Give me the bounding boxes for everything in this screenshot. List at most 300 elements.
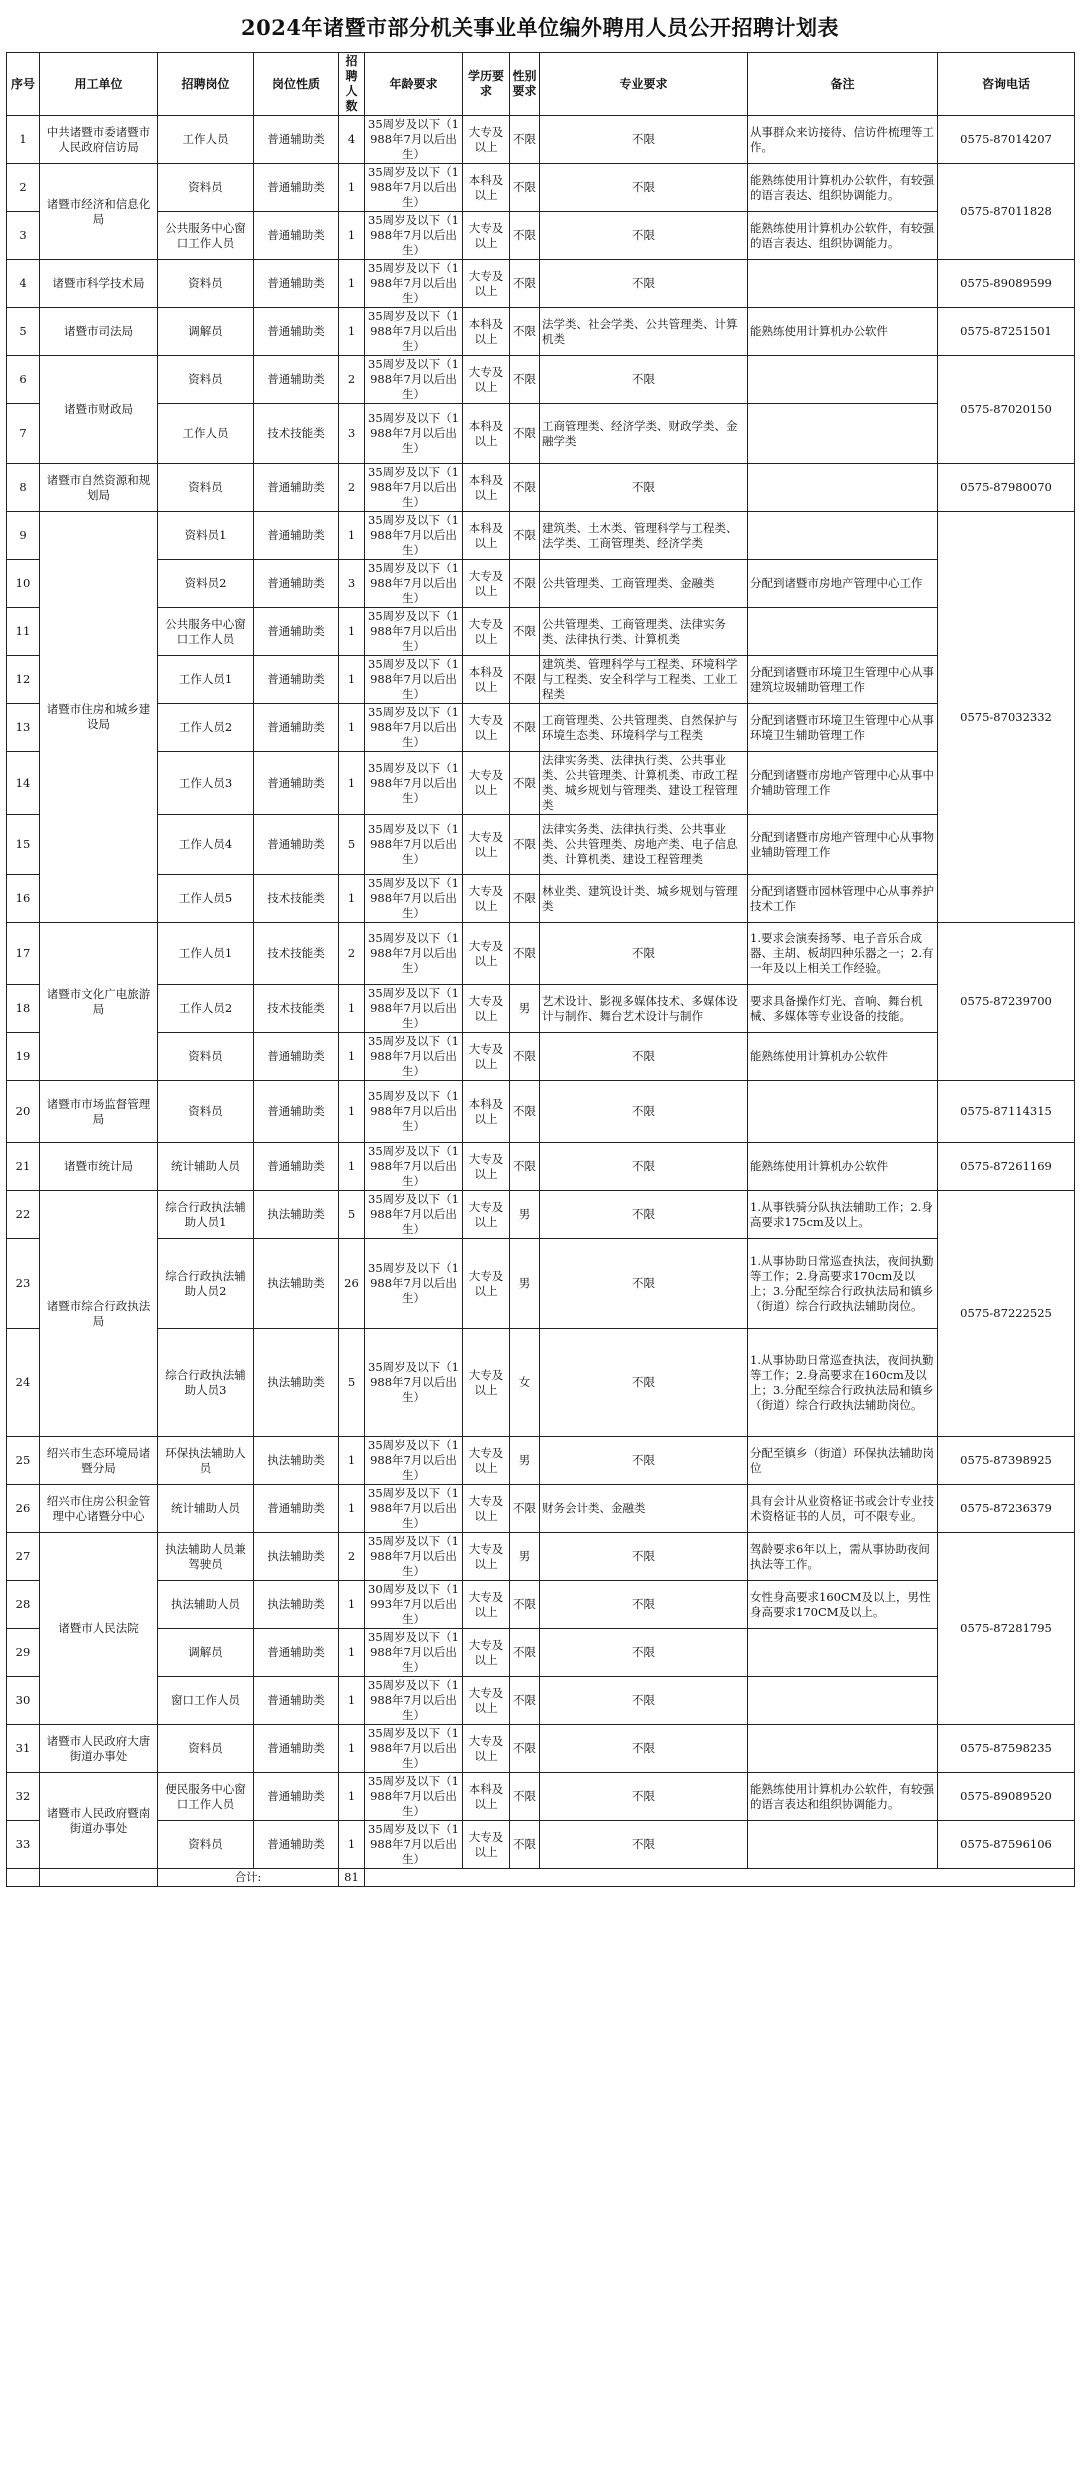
count-cell: 2 — [339, 1533, 365, 1581]
position-cell: 资料员 — [158, 164, 254, 212]
employer-cell: 诸暨市统计局 — [40, 1143, 158, 1191]
education-cell: 大专及以上 — [463, 923, 510, 985]
header-count: 招聘人数 — [339, 53, 365, 116]
phone-cell: 0575-87251501 — [938, 308, 1075, 356]
age-cell: 35周岁及以下（1988年7月以后出生） — [365, 815, 463, 875]
header-phone: 咨询电话 — [938, 53, 1075, 116]
notes-cell — [748, 608, 938, 656]
education-cell: 大专及以上 — [463, 260, 510, 308]
table-row — [7, 1081, 1075, 1143]
notes-cell: 1.从事协助日常巡查执法，夜间执勤等工作；2.身高要求170cm及以上；3.分配至综合行政执法局和镇乡（街道）综合行政执法辅助岗位。 — [748, 1239, 938, 1329]
notes-cell: 分配到诸暨市环境卫生管理中心从事建筑垃圾辅助管理工作 — [748, 656, 938, 704]
total-empty-cell — [40, 1869, 158, 1887]
phone-cell: 0575-87011828 — [938, 164, 1075, 260]
notes-cell: 分配到诸暨市房地产管理中心从事物业辅助管理工作 — [748, 815, 938, 875]
age-cell: 35周岁及以下（1988年7月以后出生） — [365, 1329, 463, 1437]
major-cell: 不限 — [540, 1437, 748, 1485]
seq-cell: 27 — [7, 1533, 40, 1581]
total-row — [7, 1869, 1075, 1887]
notes-cell: 分配到诸暨市园林管理中心从事养护技术工作 — [748, 875, 938, 923]
count-cell: 1 — [339, 704, 365, 752]
age-cell: 35周岁及以下（1988年7月以后出生） — [365, 560, 463, 608]
table-row — [7, 560, 1075, 608]
notes-cell — [748, 512, 938, 560]
education-cell: 大专及以上 — [463, 1629, 510, 1677]
gender-cell: 不限 — [510, 560, 540, 608]
nature-cell: 普通辅助类 — [254, 1773, 339, 1821]
count-cell: 1 — [339, 260, 365, 308]
total-label: 合计: — [158, 1869, 339, 1887]
seq-cell: 9 — [7, 512, 40, 560]
seq-cell: 5 — [7, 308, 40, 356]
major-cell: 不限 — [540, 164, 748, 212]
count-cell: 1 — [339, 1773, 365, 1821]
gender-cell: 男 — [510, 1239, 540, 1329]
major-cell: 不限 — [540, 464, 748, 512]
seq-cell: 1 — [7, 116, 40, 164]
table-row — [7, 1581, 1075, 1629]
table-row — [7, 1239, 1075, 1329]
major-cell: 不限 — [540, 1677, 748, 1725]
seq-cell: 16 — [7, 875, 40, 923]
nature-cell: 普通辅助类 — [254, 1033, 339, 1081]
gender-cell: 不限 — [510, 212, 540, 260]
seq-cell: 4 — [7, 260, 40, 308]
major-cell: 不限 — [540, 1081, 748, 1143]
education-cell: 大专及以上 — [463, 1239, 510, 1329]
count-cell: 1 — [339, 1581, 365, 1629]
nature-cell: 技术技能类 — [254, 875, 339, 923]
notes-cell: 分配到诸暨市房地产管理中心工作 — [748, 560, 938, 608]
major-cell: 不限 — [540, 356, 748, 404]
employer-cell: 诸暨市文化广电旅游局 — [40, 923, 158, 1081]
gender-cell: 不限 — [510, 356, 540, 404]
education-cell: 大专及以上 — [463, 1033, 510, 1081]
page-title: 2024年诸暨市部分机关事业单位编外聘用人员公开招聘计划表 — [241, 15, 839, 40]
position-cell: 资料员 — [158, 464, 254, 512]
position-cell: 资料员 — [158, 260, 254, 308]
age-cell: 35周岁及以下（1988年7月以后出生） — [365, 1821, 463, 1869]
phone-cell: 0575-89089520 — [938, 1773, 1075, 1821]
education-cell: 大专及以上 — [463, 985, 510, 1033]
seq-cell: 6 — [7, 356, 40, 404]
count-cell: 1 — [339, 1033, 365, 1081]
nature-cell: 普通辅助类 — [254, 656, 339, 704]
position-cell: 资料员2 — [158, 560, 254, 608]
position-cell: 窗口工作人员 — [158, 1677, 254, 1725]
table-row — [7, 1725, 1075, 1773]
seq-cell: 17 — [7, 923, 40, 985]
table-row — [7, 1821, 1075, 1869]
age-cell: 35周岁及以下（1988年7月以后出生） — [365, 656, 463, 704]
position-cell: 便民服务中心窗口工作人员 — [158, 1773, 254, 1821]
age-cell: 35周岁及以下（1988年7月以后出生） — [365, 164, 463, 212]
table-body — [7, 116, 1075, 1887]
notes-cell: 1.从事铁骑分队执法辅助工作；2.身高要求175cm及以上。 — [748, 1191, 938, 1239]
notes-cell: 1.要求会演奏扬琴、电子音乐合成器、主胡、板胡四种乐器之一；2.有一年及以上相关工作经验。 — [748, 923, 938, 985]
age-cell: 35周岁及以下（1988年7月以后出生） — [365, 1485, 463, 1533]
education-cell: 大专及以上 — [463, 608, 510, 656]
age-cell: 35周岁及以下（1988年7月以后出生） — [365, 404, 463, 464]
major-cell: 工商管理类、经济学类、财政学类、金融学类 — [540, 404, 748, 464]
phone-cell: 0575-87236379 — [938, 1485, 1075, 1533]
employer-cell: 诸暨市人民法院 — [40, 1533, 158, 1725]
notes-cell: 要求具备操作灯光、音响、舞台机械、多媒体等专业设备的技能。 — [748, 985, 938, 1033]
header-age: 年龄要求 — [365, 53, 463, 116]
age-cell: 35周岁及以下（1988年7月以后出生） — [365, 985, 463, 1033]
nature-cell: 技术技能类 — [254, 923, 339, 985]
position-cell: 综合行政执法辅助人员3 — [158, 1329, 254, 1437]
position-cell: 工作人员2 — [158, 985, 254, 1033]
major-cell: 建筑类、管理科学与工程类、环境科学与工程类、安全科学与工程类、工业工程类 — [540, 656, 748, 704]
major-cell: 法学类、社会学类、公共管理类、计算机类 — [540, 308, 748, 356]
header-education: 学历要求 — [463, 53, 510, 116]
gender-cell: 不限 — [510, 1033, 540, 1081]
recruitment-table — [6, 52, 1075, 1887]
nature-cell: 普通辅助类 — [254, 1485, 339, 1533]
table-row — [7, 1033, 1075, 1081]
nature-cell: 普通辅助类 — [254, 608, 339, 656]
employer-cell: 诸暨市市场监督管理局 — [40, 1081, 158, 1143]
age-cell: 35周岁及以下（1988年7月以后出生） — [365, 308, 463, 356]
age-cell: 35周岁及以下（1988年7月以后出生） — [365, 1725, 463, 1773]
education-cell: 本科及以上 — [463, 512, 510, 560]
position-cell: 工作人员1 — [158, 656, 254, 704]
notes-cell: 能熟练使用计算机办公软件 — [748, 1143, 938, 1191]
education-cell: 大专及以上 — [463, 1581, 510, 1629]
position-cell: 资料员1 — [158, 512, 254, 560]
education-cell: 本科及以上 — [463, 1773, 510, 1821]
phone-cell: 0575-87014207 — [938, 116, 1075, 164]
seq-cell: 20 — [7, 1081, 40, 1143]
employer-cell: 诸暨市自然资源和规划局 — [40, 464, 158, 512]
seq-cell: 30 — [7, 1677, 40, 1725]
seq-cell: 11 — [7, 608, 40, 656]
education-cell: 本科及以上 — [463, 308, 510, 356]
position-cell: 工作人员2 — [158, 704, 254, 752]
phone-cell: 0575-87598235 — [938, 1725, 1075, 1773]
employer-cell: 诸暨市经济和信息化局 — [40, 164, 158, 260]
notes-cell: 能熟练使用计算机办公软件，有较强的语言表达和组织协调能力。 — [748, 1773, 938, 1821]
count-cell: 26 — [339, 1239, 365, 1329]
table-row — [7, 923, 1075, 985]
notes-cell — [748, 1725, 938, 1773]
major-cell: 工商管理类、公共管理类、自然保护与环境生态类、环境科学与工程类 — [540, 704, 748, 752]
major-cell: 不限 — [540, 1191, 748, 1239]
major-cell: 法律实务类、法律执行类、公共事业类、公共管理类、房地产类、电子信息类、计算机类、建设工程管理类 — [540, 815, 748, 875]
total-empty-cell — [365, 1869, 1075, 1887]
count-cell: 2 — [339, 356, 365, 404]
major-cell: 不限 — [540, 1239, 748, 1329]
seq-cell: 28 — [7, 1581, 40, 1629]
major-cell: 不限 — [540, 1143, 748, 1191]
education-cell: 大专及以上 — [463, 704, 510, 752]
notes-cell: 具有会计从业资格证书或会计专业技术资格证书的人员，可不限专业。 — [748, 1485, 938, 1533]
position-cell: 工作人员3 — [158, 752, 254, 815]
gender-cell: 不限 — [510, 1629, 540, 1677]
nature-cell: 普通辅助类 — [254, 815, 339, 875]
notes-cell: 分配到诸暨市房地产管理中心从事中介辅助管理工作 — [748, 752, 938, 815]
table-row — [7, 308, 1075, 356]
gender-cell: 不限 — [510, 1773, 540, 1821]
phone-cell: 0575-87596106 — [938, 1821, 1075, 1869]
education-cell: 本科及以上 — [463, 1081, 510, 1143]
education-cell: 大专及以上 — [463, 1437, 510, 1485]
age-cell: 35周岁及以下（1988年7月以后出生） — [365, 1081, 463, 1143]
nature-cell: 普通辅助类 — [254, 212, 339, 260]
count-cell: 1 — [339, 985, 365, 1033]
table-row — [7, 356, 1075, 404]
education-cell: 大专及以上 — [463, 1821, 510, 1869]
gender-cell: 不限 — [510, 1821, 540, 1869]
gender-cell: 不限 — [510, 656, 540, 704]
major-cell: 不限 — [540, 1329, 748, 1437]
position-cell: 统计辅助人员 — [158, 1485, 254, 1533]
seq-cell: 22 — [7, 1191, 40, 1239]
position-cell: 工作人员4 — [158, 815, 254, 875]
position-cell: 工作人员5 — [158, 875, 254, 923]
major-cell: 公共管理类、工商管理类、金融类 — [540, 560, 748, 608]
table-row — [7, 1485, 1075, 1533]
gender-cell: 男 — [510, 1191, 540, 1239]
count-cell: 3 — [339, 404, 365, 464]
education-cell: 大专及以上 — [463, 875, 510, 923]
total-count: 81 — [339, 1869, 365, 1887]
position-cell: 公共服务中心窗口工作人员 — [158, 212, 254, 260]
gender-cell: 不限 — [510, 875, 540, 923]
nature-cell: 普通辅助类 — [254, 1629, 339, 1677]
education-cell: 大专及以上 — [463, 212, 510, 260]
table-row — [7, 164, 1075, 212]
table-row — [7, 815, 1075, 875]
age-cell: 35周岁及以下（1988年7月以后出生） — [365, 356, 463, 404]
phone-cell: 0575-87020150 — [938, 356, 1075, 464]
header-employer: 用工单位 — [40, 53, 158, 116]
notes-cell — [748, 1821, 938, 1869]
nature-cell: 执法辅助类 — [254, 1191, 339, 1239]
nature-cell: 普通辅助类 — [254, 1081, 339, 1143]
table-row — [7, 1329, 1075, 1437]
seq-cell: 24 — [7, 1329, 40, 1437]
major-cell: 不限 — [540, 1725, 748, 1773]
phone-cell: 0575-87114315 — [938, 1081, 1075, 1143]
notes-cell — [748, 1677, 938, 1725]
notes-cell: 能熟练使用计算机办公软件，有较强的语言表达、组织协调能力。 — [748, 212, 938, 260]
major-cell: 法律实务类、法律执行类、公共事业类、公共管理类、计算机类、市政工程类、城乡规划与管理类、建设工程管理类 — [540, 752, 748, 815]
table-row — [7, 1629, 1075, 1677]
position-cell: 工作人员 — [158, 404, 254, 464]
notes-cell: 能熟练使用计算机办公软件 — [748, 308, 938, 356]
employer-cell: 诸暨市人民政府暨南街道办事处 — [40, 1773, 158, 1869]
employer-cell: 诸暨市财政局 — [40, 356, 158, 464]
count-cell: 1 — [339, 1629, 365, 1677]
education-cell: 大专及以上 — [463, 1329, 510, 1437]
notes-cell — [748, 464, 938, 512]
major-cell: 不限 — [540, 1629, 748, 1677]
nature-cell: 普通辅助类 — [254, 512, 339, 560]
table-row — [7, 512, 1075, 560]
age-cell: 35周岁及以下（1988年7月以后出生） — [365, 875, 463, 923]
position-cell: 执法辅助人员 — [158, 1581, 254, 1629]
nature-cell: 普通辅助类 — [254, 1143, 339, 1191]
age-cell: 30周岁及以下（1993年7月以后出生） — [365, 1581, 463, 1629]
seq-cell: 10 — [7, 560, 40, 608]
notes-cell: 从事群众来访接待、信访件梳理等工作。 — [748, 116, 938, 164]
age-cell: 35周岁及以下（1988年7月以后出生） — [365, 464, 463, 512]
major-cell: 不限 — [540, 1533, 748, 1581]
age-cell: 35周岁及以下（1988年7月以后出生） — [365, 1629, 463, 1677]
notes-cell — [748, 260, 938, 308]
table-row — [7, 404, 1075, 464]
seq-cell: 8 — [7, 464, 40, 512]
age-cell: 35周岁及以下（1988年7月以后出生） — [365, 704, 463, 752]
notes-cell — [748, 1081, 938, 1143]
seq-cell: 2 — [7, 164, 40, 212]
nature-cell: 普通辅助类 — [254, 308, 339, 356]
gender-cell: 不限 — [510, 164, 540, 212]
nature-cell: 普通辅助类 — [254, 356, 339, 404]
header-seq: 序号 — [7, 53, 40, 116]
education-cell: 大专及以上 — [463, 752, 510, 815]
notes-cell — [748, 1629, 938, 1677]
major-cell: 不限 — [540, 1773, 748, 1821]
gender-cell: 不限 — [510, 464, 540, 512]
education-cell: 大专及以上 — [463, 1191, 510, 1239]
notes-cell: 驾龄要求6年以上，需从事协助夜间执法等工作。 — [748, 1533, 938, 1581]
gender-cell: 不限 — [510, 923, 540, 985]
count-cell: 1 — [339, 875, 365, 923]
seq-cell: 14 — [7, 752, 40, 815]
age-cell: 35周岁及以下（1988年7月以后出生） — [365, 1239, 463, 1329]
count-cell: 1 — [339, 608, 365, 656]
seq-cell: 25 — [7, 1437, 40, 1485]
major-cell: 林业类、建筑设计类、城乡规划与管理类 — [540, 875, 748, 923]
position-cell: 工作人员1 — [158, 923, 254, 985]
position-cell: 资料员 — [158, 1725, 254, 1773]
nature-cell: 执法辅助类 — [254, 1581, 339, 1629]
count-cell: 1 — [339, 308, 365, 356]
education-cell: 本科及以上 — [463, 656, 510, 704]
education-cell: 大专及以上 — [463, 356, 510, 404]
notes-cell: 能熟练使用计算机办公软件，有较强的语言表达、组织协调能力。 — [748, 164, 938, 212]
count-cell: 1 — [339, 752, 365, 815]
header-notes: 备注 — [748, 53, 938, 116]
education-cell: 大专及以上 — [463, 116, 510, 164]
seq-cell: 12 — [7, 656, 40, 704]
age-cell: 35周岁及以下（1988年7月以后出生） — [365, 1677, 463, 1725]
count-cell: 1 — [339, 212, 365, 260]
nature-cell: 技术技能类 — [254, 404, 339, 464]
table-row — [7, 608, 1075, 656]
count-cell: 4 — [339, 116, 365, 164]
table-row — [7, 1773, 1075, 1821]
position-cell: 工作人员 — [158, 116, 254, 164]
seq-cell: 19 — [7, 1033, 40, 1081]
age-cell: 35周岁及以下（1988年7月以后出生） — [365, 1143, 463, 1191]
gender-cell: 不限 — [510, 1581, 540, 1629]
header-position: 招聘岗位 — [158, 53, 254, 116]
age-cell: 35周岁及以下（1988年7月以后出生） — [365, 512, 463, 560]
nature-cell: 普通辅助类 — [254, 1725, 339, 1773]
employer-cell: 诸暨市人民政府大唐街道办事处 — [40, 1725, 158, 1773]
phone-cell: 0575-87032332 — [938, 512, 1075, 923]
position-cell: 资料员 — [158, 1033, 254, 1081]
education-cell: 大专及以上 — [463, 1677, 510, 1725]
notes-cell: 女性身高要求160CM及以上，男性身高要求170CM及以上。 — [748, 1581, 938, 1629]
employer-cell: 诸暨市科学技术局 — [40, 260, 158, 308]
count-cell: 1 — [339, 1143, 365, 1191]
nature-cell: 普通辅助类 — [254, 1821, 339, 1869]
phone-cell: 0575-87281795 — [938, 1533, 1075, 1725]
education-cell: 大专及以上 — [463, 1725, 510, 1773]
phone-cell: 0575-89089599 — [938, 260, 1075, 308]
major-cell: 不限 — [540, 1581, 748, 1629]
nature-cell: 普通辅助类 — [254, 260, 339, 308]
table-row — [7, 752, 1075, 815]
table-row — [7, 1437, 1075, 1485]
gender-cell: 男 — [510, 985, 540, 1033]
education-cell: 大专及以上 — [463, 1485, 510, 1533]
position-cell: 执法辅助人员兼驾驶员 — [158, 1533, 254, 1581]
employer-cell: 中共诸暨市委诸暨市人民政府信访局 — [40, 116, 158, 164]
seq-cell: 7 — [7, 404, 40, 464]
notes-cell: 能熟练使用计算机办公软件 — [748, 1033, 938, 1081]
age-cell: 35周岁及以下（1988年7月以后出生） — [365, 1033, 463, 1081]
age-cell: 35周岁及以下（1988年7月以后出生） — [365, 752, 463, 815]
count-cell: 5 — [339, 1329, 365, 1437]
major-cell: 建筑类、土木类、管理科学与工程类、法学类、工商管理类、经济学类 — [540, 512, 748, 560]
count-cell: 1 — [339, 512, 365, 560]
table-row — [7, 656, 1075, 704]
age-cell: 35周岁及以下（1988年7月以后出生） — [365, 1191, 463, 1239]
count-cell: 1 — [339, 1437, 365, 1485]
gender-cell: 不限 — [510, 260, 540, 308]
gender-cell: 不限 — [510, 608, 540, 656]
table-row — [7, 875, 1075, 923]
seq-cell: 26 — [7, 1485, 40, 1533]
count-cell: 1 — [339, 164, 365, 212]
count-cell: 1 — [339, 656, 365, 704]
total-empty-cell — [7, 1869, 40, 1887]
gender-cell: 不限 — [510, 404, 540, 464]
nature-cell: 普通辅助类 — [254, 704, 339, 752]
employer-cell: 诸暨市住房和城乡建设局 — [40, 512, 158, 923]
nature-cell: 普通辅助类 — [254, 116, 339, 164]
header-gender: 性别要求 — [510, 53, 540, 116]
major-cell: 财务会计类、金融类 — [540, 1485, 748, 1533]
major-cell: 不限 — [540, 260, 748, 308]
table-row — [7, 116, 1075, 164]
seq-cell: 33 — [7, 1821, 40, 1869]
phone-cell: 0575-87239700 — [938, 923, 1075, 1081]
education-cell: 大专及以上 — [463, 560, 510, 608]
table-row — [7, 704, 1075, 752]
gender-cell: 女 — [510, 1329, 540, 1437]
gender-cell: 不限 — [510, 815, 540, 875]
seq-cell: 21 — [7, 1143, 40, 1191]
education-cell: 大专及以上 — [463, 815, 510, 875]
seq-cell: 18 — [7, 985, 40, 1033]
gender-cell: 不限 — [510, 512, 540, 560]
table-row — [7, 1143, 1075, 1191]
education-cell: 本科及以上 — [463, 464, 510, 512]
notes-cell: 1.从事协助日常巡查执法，夜间执勤等工作；2.身高要求在160cm及以上；3.分配至综合行政执法局和镇乡（街道）综合行政执法辅助岗位。 — [748, 1329, 938, 1437]
seq-cell: 32 — [7, 1773, 40, 1821]
position-cell: 调解员 — [158, 308, 254, 356]
table-row — [7, 1677, 1075, 1725]
table-row — [7, 260, 1075, 308]
count-cell: 2 — [339, 923, 365, 985]
